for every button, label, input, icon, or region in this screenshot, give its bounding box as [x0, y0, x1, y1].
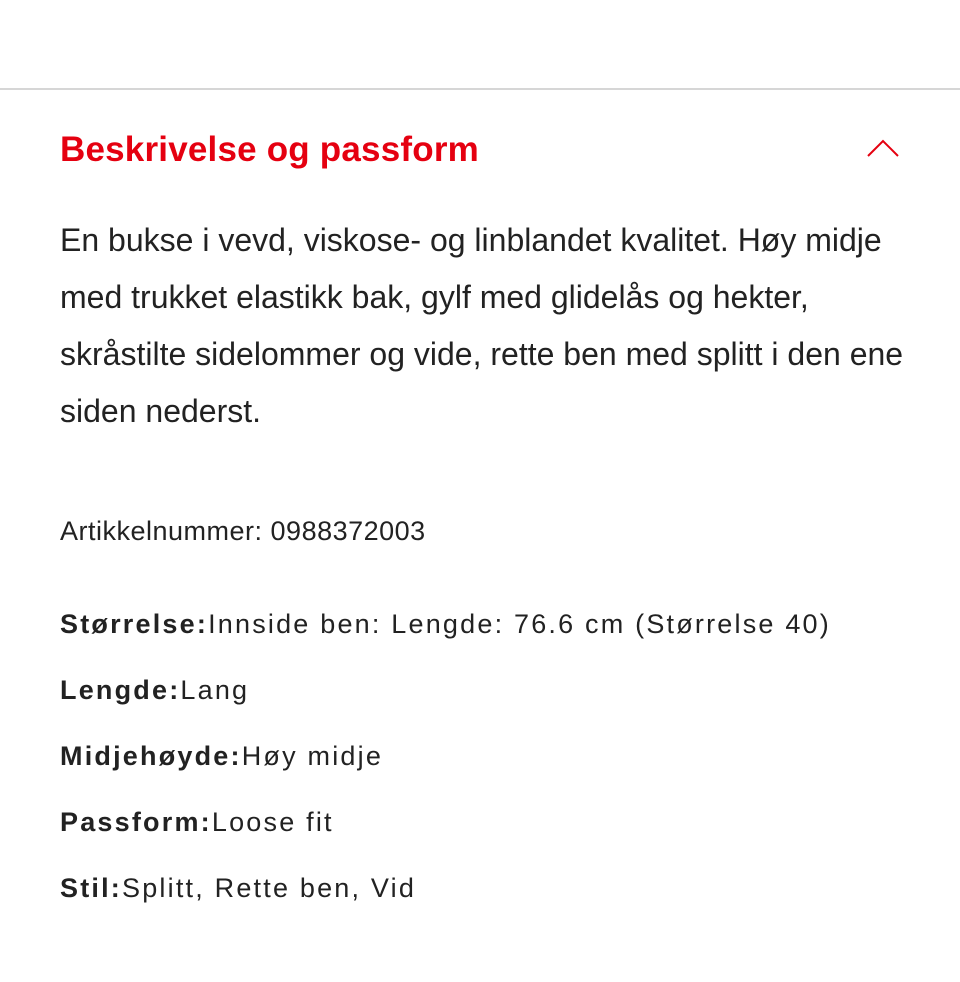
accordion-header-description[interactable] — [60, 120, 900, 180]
attribute-label: Passform: — [60, 807, 212, 837]
attribute-waist-height — [60, 734, 920, 779]
attribute-label: Midjehøyde: — [60, 741, 242, 771]
attribute-label: Stil: — [60, 873, 122, 903]
attribute-style — [60, 866, 920, 911]
article-number: Artikkelnummer: 0988372003 — [60, 516, 426, 546]
attribute-size — [60, 602, 920, 647]
section-title: Beskrivelse og passform — [60, 130, 479, 169]
chevron-up-icon[interactable] — [866, 136, 900, 165]
attribute-value: Lang — [180, 675, 250, 705]
attribute-value: Splitt, Rette ben, Vid — [122, 873, 417, 903]
attribute-label: Størrelse: — [60, 609, 209, 639]
attribute-fit — [60, 800, 920, 845]
product-attributes — [60, 602, 920, 932]
attribute-value: Innside ben: Lengde: 76.6 cm (Størrelse 40) — [208, 609, 831, 639]
section-divider — [0, 88, 960, 90]
product-description: En bukse i vevd, viskose- og linblandet kvalitet. Høy midje med trukket elastikk bak, gylf med glidelås og hekter, skråstilte sidelommer og vide, rette ben med splitt i den ene siden nederst. — [60, 222, 904, 429]
attribute-value: Høy midje — [241, 741, 384, 771]
attribute-value: Loose fit — [211, 807, 334, 837]
attribute-length — [60, 668, 920, 713]
attribute-label: Lengde: — [60, 675, 181, 705]
